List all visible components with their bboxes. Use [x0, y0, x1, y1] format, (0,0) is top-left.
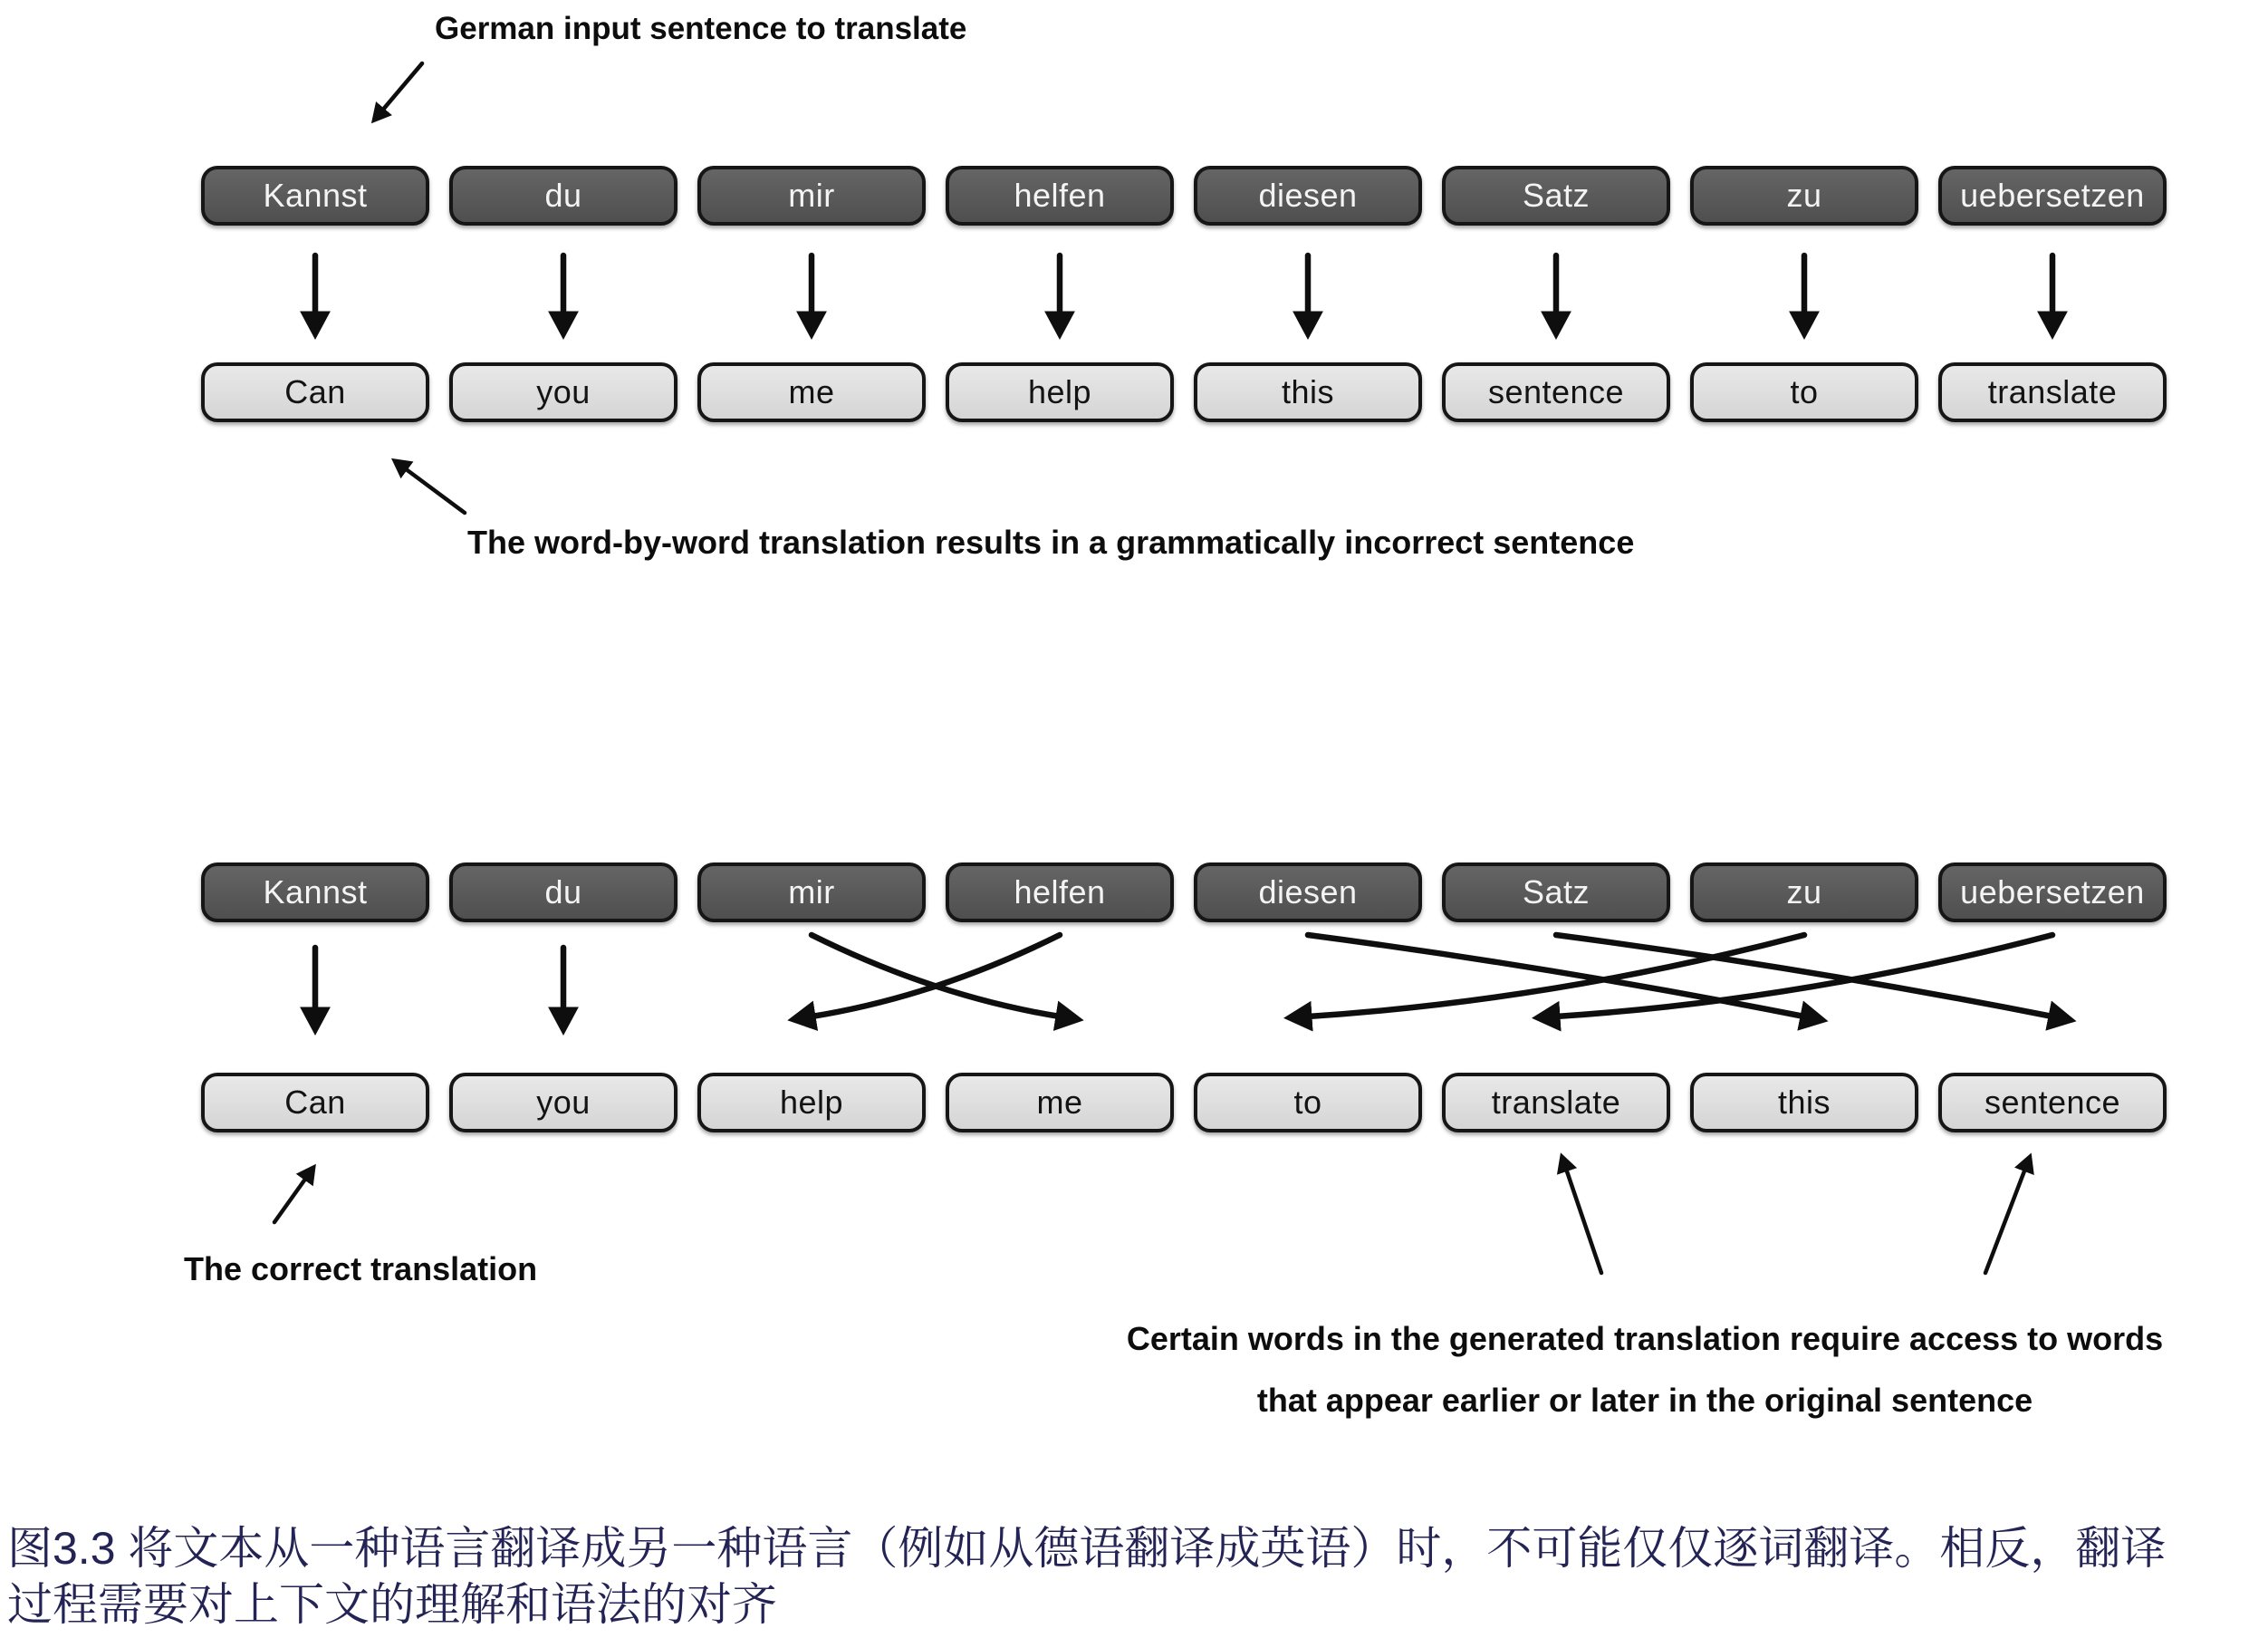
word-pill-me: me: [946, 1073, 1174, 1132]
word-pill-help: help: [946, 362, 1174, 422]
word-pill-mir: mir: [697, 862, 926, 922]
word-pill-you: you: [449, 1073, 678, 1132]
word-pill-helfen: helfen: [946, 862, 1174, 922]
access-annotation: [1033, 1308, 2257, 1431]
access-annotation-line2: that appear earlier or later in the original sentence: [1256, 1382, 2033, 1419]
caption-line1: 图3.3 将文本从一种语言翻译成另一种语言（例如从德语翻译成英语）时，不可能仅仅逐词翻译。相反，翻译: [7, 1523, 2167, 1574]
word-pill-diesen: diesen: [1194, 166, 1422, 226]
alignment-arrow: [1308, 935, 1804, 1017]
incorrect-annotation: The word-by-word translation results in a grammatically incorrect sentence: [467, 524, 1635, 561]
word-pill-can: Can: [201, 362, 429, 422]
access-arrow-sentence: [1985, 1169, 2025, 1273]
word-pill-kannst: Kannst: [201, 862, 429, 922]
figure-caption: [7, 1520, 2166, 1633]
access-annotation-line1: Certain words in the generated translation require access to words: [1126, 1320, 2164, 1357]
word-pill-translate: translate: [1938, 362, 2167, 422]
word-pill-this: this: [1194, 362, 1422, 422]
caption-line2: 过程需要对上下文的理解和语法的对齐: [7, 1579, 777, 1630]
word-pill-du: du: [449, 862, 678, 922]
correct-annotation: The correct translation: [184, 1250, 538, 1287]
access-arrow-translate: [1566, 1169, 1601, 1273]
word-pill-this: this: [1690, 1073, 1918, 1132]
word-pill-satz: Satz: [1442, 862, 1670, 922]
incorrect-annotation-arrow: [405, 468, 465, 513]
german-input-annotation-arrow: [382, 63, 422, 111]
word-pill-mir: mir: [697, 166, 926, 226]
word-pill-helfen: helfen: [946, 166, 1174, 226]
correct-annotation-arrow: [274, 1178, 306, 1222]
word-pill-diesen: diesen: [1194, 862, 1422, 922]
word-pill-you: you: [449, 362, 678, 422]
word-pill-sentence: sentence: [1442, 362, 1670, 422]
word-pill-translate: translate: [1442, 1073, 1670, 1132]
alignment-arrow: [812, 935, 1060, 1017]
word-pill-uebersetzen: uebersetzen: [1938, 862, 2167, 922]
word-pill-uebersetzen: uebersetzen: [1938, 166, 2167, 226]
word-pill-help: help: [697, 1073, 926, 1132]
word-pill-kannst: Kannst: [201, 166, 429, 226]
word-pill-du: du: [449, 166, 678, 226]
word-pill-to: to: [1690, 362, 1918, 422]
word-pill-zu: zu: [1690, 166, 1918, 226]
word-pill-to: to: [1194, 1073, 1422, 1132]
word-pill-satz: Satz: [1442, 166, 1670, 226]
word-pill-me: me: [697, 362, 926, 422]
alignment-arrow: [812, 935, 1060, 1017]
german-input-annotation: German input sentence to translate: [435, 11, 967, 46]
word-pill-sentence: sentence: [1938, 1073, 2167, 1132]
word-pill-zu: zu: [1690, 862, 1918, 922]
word-pill-can: Can: [201, 1073, 429, 1132]
